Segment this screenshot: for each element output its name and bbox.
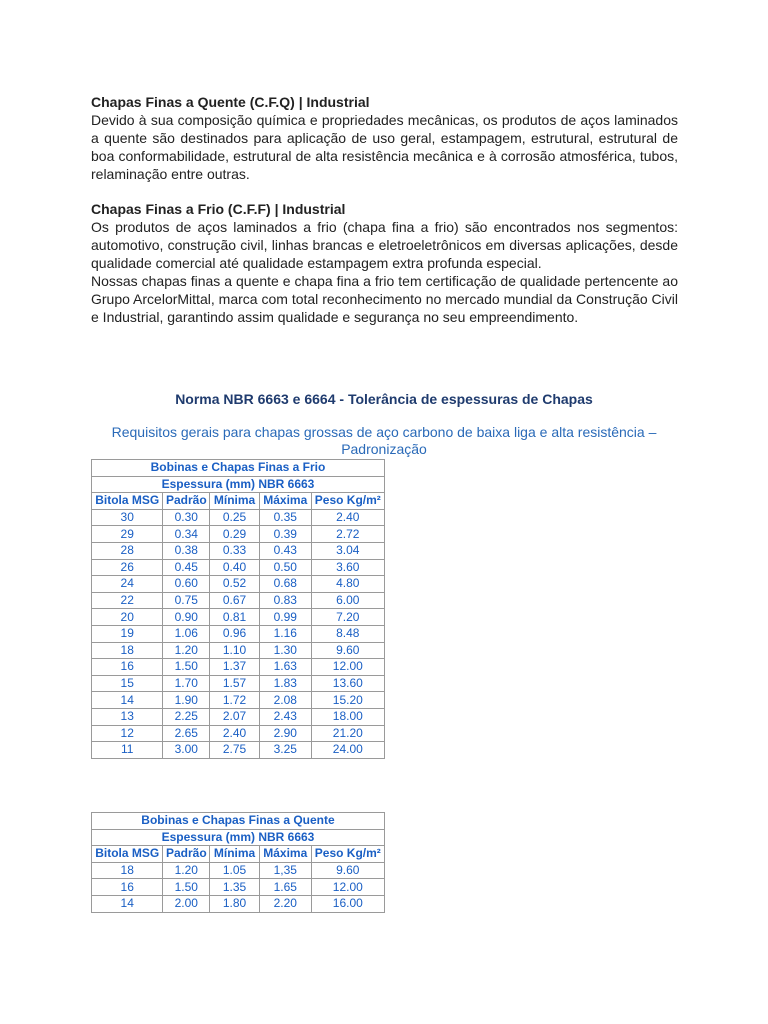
table-cell: 0.43	[259, 542, 311, 559]
table-cell: 0.96	[210, 625, 260, 642]
table-cell: 1.70	[163, 675, 210, 692]
section-paragraph: Devido à sua composição química e propriedades mecânicas, os produtos de aços laminados a quente são destinados para aplicação de uso geral, estampagem, estrutural, estrutural de boa conformabilidade, estrutural de alta resistência mecânica e à corrosão atmosférica, tubos, relaminação entre outras.	[91, 112, 678, 182]
table-row	[92, 725, 385, 742]
table-cell: 2.65	[163, 725, 210, 742]
table-cell: 0.75	[163, 592, 210, 609]
col-header: Peso Kg/m²	[311, 846, 384, 863]
table-cell: 0.30	[163, 509, 210, 526]
table-cell: 2.90	[259, 725, 311, 742]
table-quente	[91, 812, 385, 913]
table-cell: 2.20	[259, 895, 311, 912]
table-cell: 14	[92, 895, 163, 912]
table-cell: 13	[92, 708, 163, 725]
table-cell: 18	[92, 642, 163, 659]
table-cell: 1.20	[163, 862, 210, 879]
table-cell: 15.20	[311, 692, 384, 709]
section-chapas-quente	[91, 93, 678, 183]
table-cell: 18.00	[311, 708, 384, 725]
table-cell: 1.80	[210, 895, 260, 912]
table-cell: 12	[92, 725, 163, 742]
table-cell: 3.25	[259, 742, 311, 759]
table-cell: 9.60	[311, 862, 384, 879]
table-cell: 0.60	[163, 576, 210, 593]
table-title: Bobinas e Chapas Finas a Quente	[92, 813, 385, 830]
section-chapas-frio	[91, 200, 678, 326]
col-header: Bitola MSG	[92, 493, 163, 510]
table-cell: 1.50	[163, 659, 210, 676]
table-cell: 6.00	[311, 592, 384, 609]
table-cell: 0.99	[259, 609, 311, 626]
table-cell: 0.50	[259, 559, 311, 576]
col-header: Máxima	[259, 846, 311, 863]
table-cell: 1.06	[163, 625, 210, 642]
table-cell: 2.00	[163, 895, 210, 912]
table-cell: 0.90	[163, 609, 210, 626]
norma-title: Norma NBR 6663 e 6664 - Tolerância de espessuras de Chapas	[175, 391, 593, 407]
table-cell: 0.38	[163, 542, 210, 559]
table-cell: 18	[92, 862, 163, 879]
table-row	[92, 576, 385, 593]
col-header: Bitola MSG	[92, 846, 163, 863]
table-cell: 21.20	[311, 725, 384, 742]
table-cell: 9.60	[311, 642, 384, 659]
table-cell: 1.90	[163, 692, 210, 709]
table-cell: 0.33	[210, 542, 260, 559]
table-cell: 3.60	[311, 559, 384, 576]
table-cell: 15	[92, 675, 163, 692]
table-cell: 0.35	[259, 509, 311, 526]
table-cell: 1.37	[210, 659, 260, 676]
table-cell: 1.65	[259, 879, 311, 896]
table-frio	[91, 459, 385, 759]
table-row	[92, 542, 385, 559]
table-cell: 2.43	[259, 708, 311, 725]
table-cell: 1.30	[259, 642, 311, 659]
table-cell: 16.00	[311, 895, 384, 912]
col-header: Mínima	[210, 846, 260, 863]
table-cell: 16	[92, 879, 163, 896]
requisitos-text: Requisitos gerais para chapas grossas de aço carbono de baixa liga e alta resistência – Padronização	[111, 424, 657, 457]
table-cell: 0.39	[259, 526, 311, 543]
table-cell: 4.80	[311, 576, 384, 593]
table-cell: 16	[92, 659, 163, 676]
table-row	[92, 625, 385, 642]
table-cell: 1,35	[259, 862, 311, 879]
table-cell: 24	[92, 576, 163, 593]
col-header: Peso Kg/m²	[311, 493, 384, 510]
table-cell: 1.50	[163, 879, 210, 896]
table-cell: 12.00	[311, 879, 384, 896]
table-cell: 7.20	[311, 609, 384, 626]
table-cell: 0.81	[210, 609, 260, 626]
table-row	[92, 609, 385, 626]
table-cell: 0.67	[210, 592, 260, 609]
table-cell: 1.10	[210, 642, 260, 659]
table-cell: 28	[92, 542, 163, 559]
section-title: Chapas Finas a Frio (C.F.F) | Industrial	[91, 201, 346, 217]
table-cell: 8.48	[311, 625, 384, 642]
table-row	[92, 659, 385, 676]
table-cell: 3.00	[163, 742, 210, 759]
table-cell: 19	[92, 625, 163, 642]
table-cell: 29	[92, 526, 163, 543]
table-cell: 2.72	[311, 526, 384, 543]
table-cell: 0.45	[163, 559, 210, 576]
table-cell: 1.16	[259, 625, 311, 642]
section-paragraph: Os produtos de aços laminados a frio (chapa fina a frio) são encontrados nos segmentos: automotivo, construção civil, linhas brancas e eletroeletrônicos em diversas aplicações, desde qualidade comercial até qualidade estampagem extra profunda especial.	[91, 219, 678, 271]
col-header: Padrão	[163, 493, 210, 510]
table-cell: 2.08	[259, 692, 311, 709]
table-cell: 1.83	[259, 675, 311, 692]
table-cell: 13.60	[311, 675, 384, 692]
table-cell: 0.40	[210, 559, 260, 576]
table-cell: 2.07	[210, 708, 260, 725]
col-header: Padrão	[163, 846, 210, 863]
table-row	[92, 642, 385, 659]
table-cell: 22	[92, 592, 163, 609]
table-row	[92, 895, 385, 912]
table-cell: 26	[92, 559, 163, 576]
table-cell: 2.75	[210, 742, 260, 759]
table-cell: 2.25	[163, 708, 210, 725]
table-cell: 1.63	[259, 659, 311, 676]
table-cell: 12.00	[311, 659, 384, 676]
table-cell: 24.00	[311, 742, 384, 759]
table-cell: 2.40	[210, 725, 260, 742]
table-cell: 20	[92, 609, 163, 626]
table-title: Bobinas e Chapas Finas a Frio	[92, 460, 385, 477]
col-header: Máxima	[259, 493, 311, 510]
table-row	[92, 526, 385, 543]
table-cell: 14	[92, 692, 163, 709]
section-title: Chapas Finas a Quente (C.F.Q) | Industrial	[91, 94, 370, 110]
table-cell: 0.68	[259, 576, 311, 593]
table-cell: 30	[92, 509, 163, 526]
table-subtitle: Espessura (mm) NBR 6663	[92, 829, 385, 846]
table-cell: 3.04	[311, 542, 384, 559]
table-cell: 0.52	[210, 576, 260, 593]
table-cell: 1.20	[163, 642, 210, 659]
table-cell: 11	[92, 742, 163, 759]
table-cell: 0.29	[210, 526, 260, 543]
table-row	[92, 692, 385, 709]
table-row	[92, 509, 385, 526]
table-row	[92, 708, 385, 725]
section-paragraph: Nossas chapas finas a quente e chapa fina a frio tem certificação de qualidade pertencente ao Grupo ArcelorMittal, marca com total reconhecimento no mercado mundial da Construção Civil e Industrial, garantindo assim qualidade e segurança no seu empreendimento.	[91, 273, 678, 325]
table-cell: 1.72	[210, 692, 260, 709]
table-cell: 0.34	[163, 526, 210, 543]
table-row	[92, 675, 385, 692]
table-row	[92, 559, 385, 576]
table-cell: 0.83	[259, 592, 311, 609]
table-row	[92, 592, 385, 609]
table-cell: 1.05	[210, 862, 260, 879]
col-header: Mínima	[210, 493, 260, 510]
table-subtitle: Espessura (mm) NBR 6663	[92, 476, 385, 493]
table-cell: 0.25	[210, 509, 260, 526]
table-row	[92, 742, 385, 759]
table-cell: 2.40	[311, 509, 384, 526]
table-row	[92, 879, 385, 896]
table-cell: 1.35	[210, 879, 260, 896]
table-row	[92, 862, 385, 879]
table-cell: 1.57	[210, 675, 260, 692]
